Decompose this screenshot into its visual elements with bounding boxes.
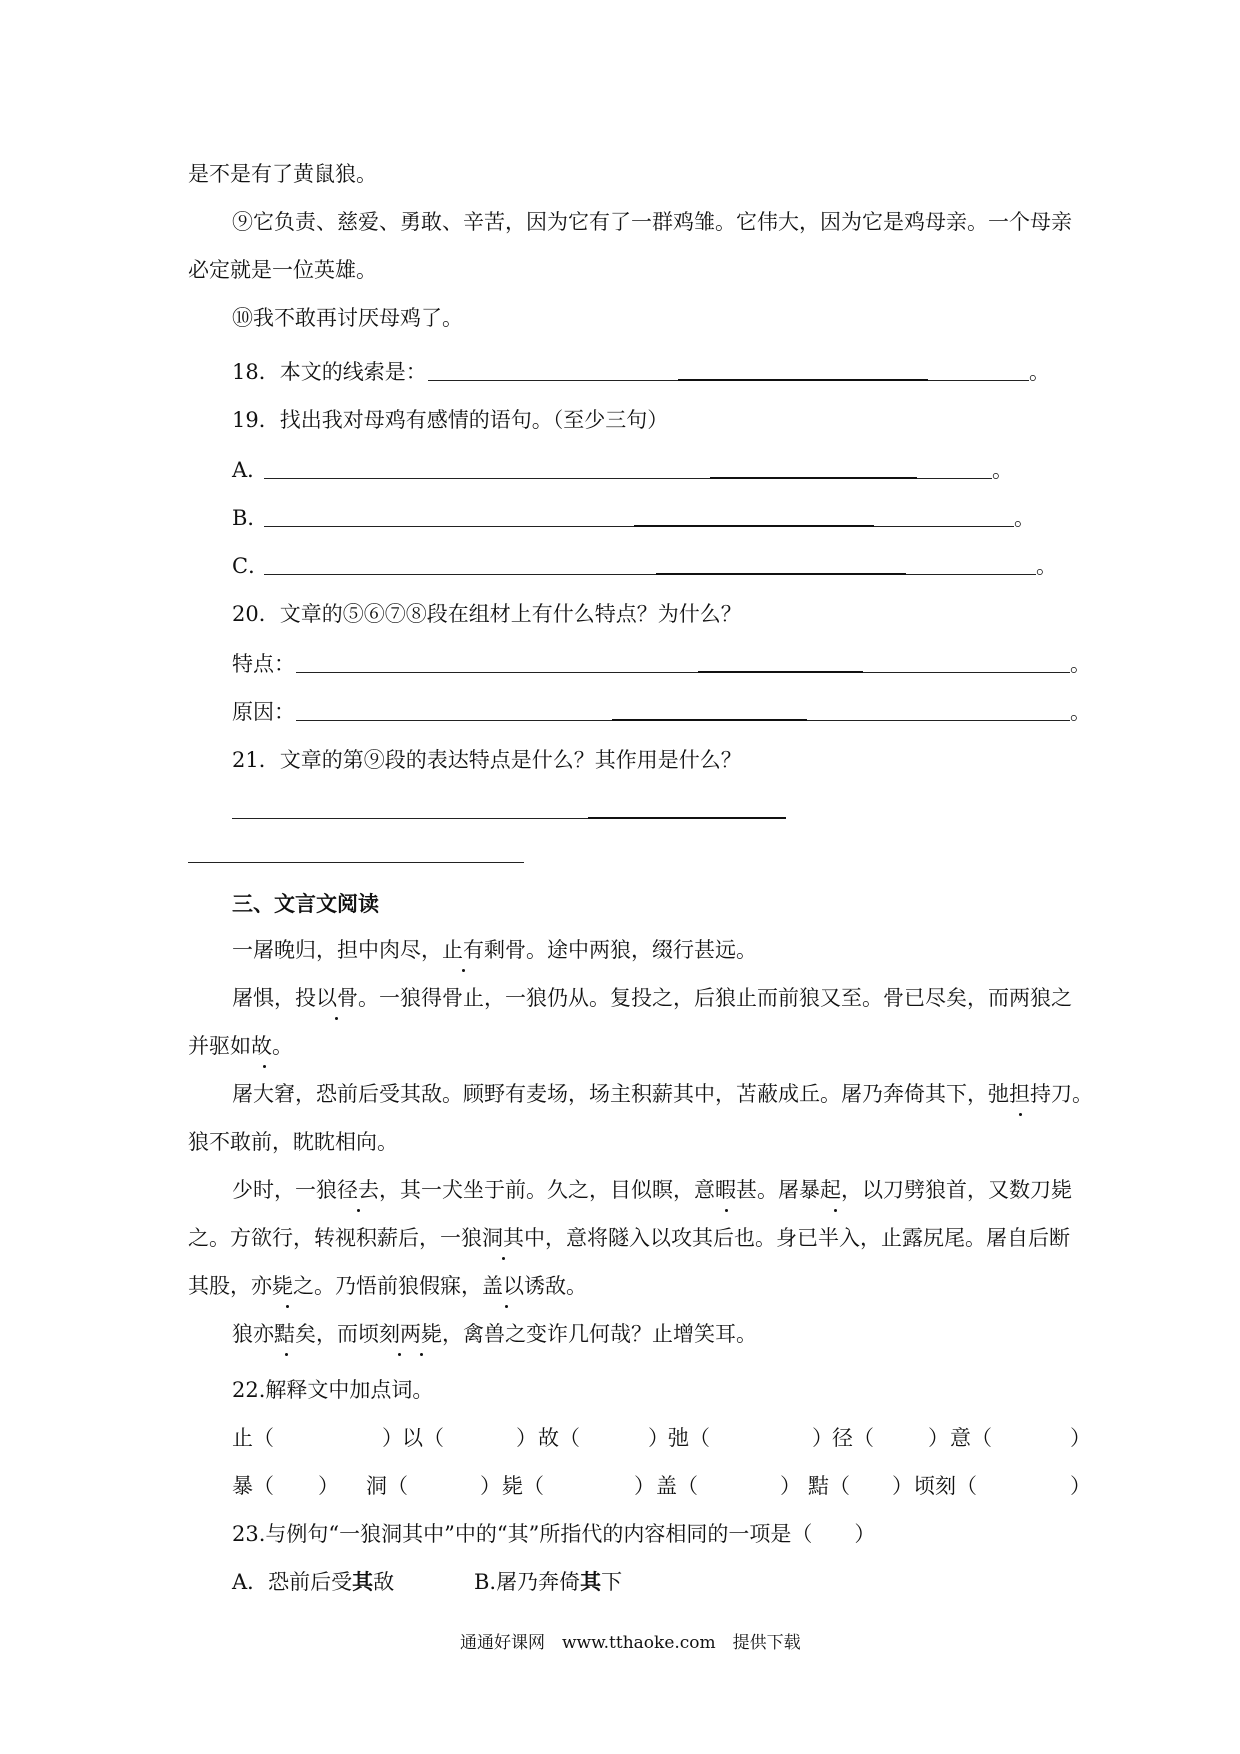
option-a[interactable]	[232, 1568, 394, 1596]
page-footer: 通通好课网 www.tthaoke.com 提供下载	[460, 1633, 801, 1653]
passage-line: 是不是有了黄鼠狼。	[188, 162, 377, 186]
answer-line-accent	[612, 719, 807, 721]
blank-gu: 故（	[538, 1426, 580, 1450]
question-19: 19．找出我对母鸡有感情的语句。（至少三句）	[232, 408, 669, 432]
answer-line-accent	[710, 477, 917, 479]
answer-line-21-cont[interactable]	[188, 862, 524, 863]
option-b[interactable]	[474, 1568, 622, 1596]
feature-label: 特点：	[232, 652, 295, 676]
classical-text-line: 少时，一狼径去，其一犬坐于前。久之，目似瞑，意暇甚。屠暴起，以刀劈狼首，又数刀毙	[232, 1178, 1072, 1202]
answer-line-accent	[698, 671, 863, 673]
option-b-suffix: 下	[601, 1570, 623, 1594]
blank-close: ）	[516, 1426, 537, 1450]
emphasis-dot	[502, 1257, 505, 1260]
question-23: 23.与例句“一狼洞其中”中的“其”所指代的内容相同的一项是（ ）	[232, 1522, 876, 1546]
option-b-label: B．	[232, 506, 269, 530]
emphasis-dot	[505, 1305, 508, 1308]
blank-close: ）	[648, 1426, 669, 1450]
emphasis-dot	[834, 1209, 837, 1212]
blank-close: ）	[892, 1474, 913, 1498]
emphasis-dot	[263, 1065, 266, 1068]
period: 。	[1029, 360, 1050, 384]
option-b-prefix: B.屠乃奔倚	[474, 1570, 581, 1594]
blank-close: ）	[634, 1474, 655, 1498]
classical-text-line: 之。方欲行，转视积薪后，一狼洞其中，意将隧入以攻其后也。身已半入，止露尻尾。屠自后断	[188, 1226, 1070, 1250]
question-20: 20．文章的⑤⑥⑦⑧段在组材上有什么特点？为什么？	[232, 602, 742, 626]
emphasis-dot	[725, 1209, 728, 1212]
period: 。	[1036, 554, 1057, 578]
blank-close: ）	[1070, 1426, 1091, 1450]
blank-dong: 洞（	[366, 1474, 408, 1498]
question-18: 18．本文的线索是：	[232, 360, 427, 384]
blank-close: ）	[1070, 1474, 1091, 1498]
question-22: 22.解释文中加点词。	[232, 1378, 434, 1402]
emphasis-dot	[357, 1209, 360, 1212]
classical-text-line: 一屠晚归，担中肉尽，止有剩骨。途中两狼，缀行甚远。	[232, 938, 757, 962]
blank-close: ）	[382, 1426, 403, 1450]
option-a-prefix: A．恐前后受	[232, 1570, 353, 1594]
emphasis-dot	[462, 969, 465, 972]
emphasis-dot	[420, 1353, 423, 1356]
classical-text-line: 并驱如故。	[188, 1034, 293, 1058]
blank-close: ）	[812, 1426, 833, 1450]
blank-yi: 以（	[402, 1426, 444, 1450]
blank-gai: 盖（	[656, 1474, 698, 1498]
emphasis-dot	[398, 1353, 401, 1356]
blank-bao: 暴（	[232, 1474, 274, 1498]
blank-bi: 毙（	[502, 1474, 544, 1498]
blank-yi2: 意（	[950, 1426, 992, 1450]
blank-close: ）	[780, 1474, 801, 1498]
answer-line-accent	[656, 573, 906, 575]
question-21: 21．文章的第⑨段的表达特点是什么？其作用是什么？	[232, 748, 742, 772]
classical-text-line: 屠惧，投以骨。一狼得骨止，一狼仍从。复投之，后狼止而前狼又至。骨已尽矣，而两狼之	[232, 986, 1072, 1010]
answer-line-accent	[634, 525, 874, 527]
answer-line-feature[interactable]	[296, 672, 1070, 673]
paragraph-9: ⑨它负责、慈爱、勇敢、辛苦，因为它有了一群鸡雏。它伟大，因为它是鸡母亲。一个母亲	[232, 210, 1072, 234]
blank-close: ）	[318, 1474, 339, 1498]
option-c-label: C．	[232, 554, 270, 578]
emphasis-dot	[335, 1017, 338, 1020]
classical-text-line: 狼亦黠矣，而顷刻两毙，禽兽之变诈几何哉？止增笑耳。	[232, 1322, 757, 1346]
reason-label: 原因：	[232, 700, 295, 724]
classical-text-line: 屠大窘，恐前后受其敌。顾野有麦场，场主积薪其中，苫蔽成丘。屠乃奔倚其下，弛担持刀。	[232, 1082, 1093, 1106]
period: 。	[992, 458, 1013, 482]
blank-xia: 黠（	[808, 1474, 850, 1498]
paragraph-10: ⑩我不敢再讨厌母鸡了。	[232, 306, 463, 330]
blank-chi: 弛（	[668, 1426, 710, 1450]
period: 。	[1014, 506, 1035, 530]
answer-line-accent	[588, 817, 786, 819]
emphasis-dot	[285, 1353, 288, 1356]
blank-jing: 径（	[832, 1426, 874, 1450]
classical-text-line: 狼不敢前，眈眈相向。	[188, 1130, 398, 1154]
option-a-bold: 其	[352, 1569, 374, 1594]
blank-close: ）	[480, 1474, 501, 1498]
period: 。	[1070, 700, 1091, 724]
option-a-suffix: 敌	[373, 1570, 395, 1594]
emphasis-dot	[286, 1305, 289, 1308]
paragraph-9-cont: 必定就是一位英雄。	[188, 258, 377, 282]
period: 。	[1070, 652, 1091, 676]
blank-zhi: 止（	[232, 1426, 274, 1450]
option-a-label: A．	[232, 458, 269, 482]
option-b-bold: 其	[580, 1569, 602, 1594]
answer-line-accent	[678, 379, 928, 381]
blank-close: ）	[928, 1426, 949, 1450]
emphasis-dot	[1019, 1113, 1022, 1116]
section-heading: 三、文言文阅读	[232, 891, 379, 916]
blank-qingke: 顷刻（	[914, 1474, 977, 1498]
answer-line-c[interactable]	[264, 574, 1036, 575]
classical-text-line: 其股，亦毙之。乃悟前狼假寐，盖以诱敌。	[188, 1274, 587, 1298]
